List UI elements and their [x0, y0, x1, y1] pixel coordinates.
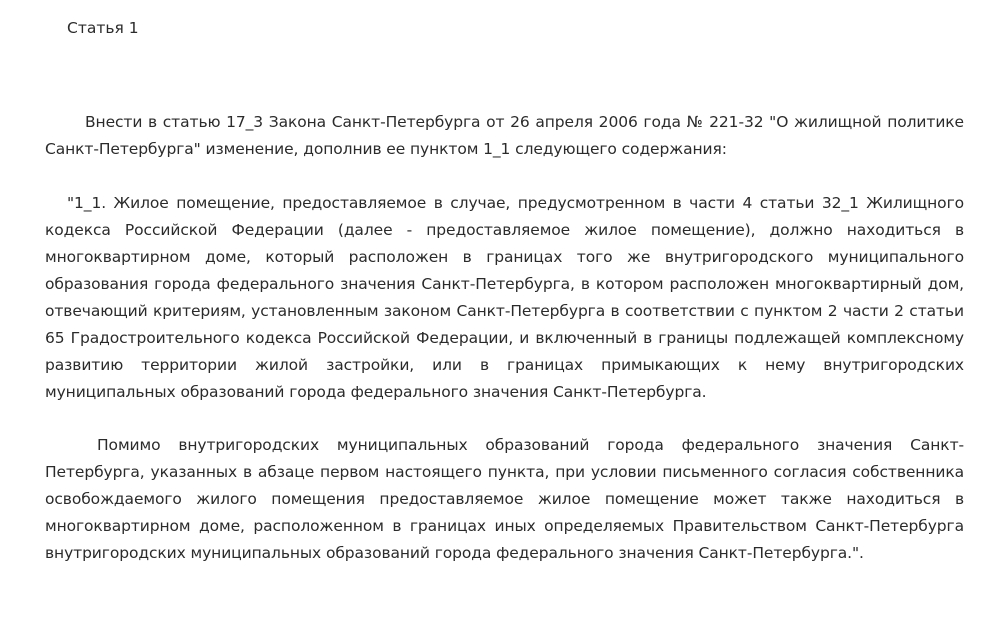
paragraph-clause-1-1-continued: Помимо внутригородских муниципальных образований города федерального значения Санкт-Петербурга, указанных в абзаце первом настоящего пункта, при условии письменного согласия собственника освобождаемого жилого помещения предоставляемое жилое помещение может также находиться в многоквартирном доме, расположенном в границах иных определяемых Правительством Санкт-Петербурга внутригородских муниципальных образований города федерального значения Санкт-Петербурга.". [45, 436, 964, 562]
paragraph-clause-1-1: "1_1. Жилое помещение, предоставляемое в случае, предусмотренном в части 4 статьи 32_1 Жилищного кодекса Российской Федерации (далее - предоставляемое жилое помещение), должно находиться в многоквартирном доме, который расположен в границах того же внутригородского муниципального образования города федерального значения Санкт-Петербурга, в котором расположен многоквартирный дом, отвечающий критериям, установленным законом Санкт-Петербурга в соответствии с пунктом 2 части 2 статьи 65 Градостроительного кодекса Российской Федерации, и включенный в границы подлежащей комплексному развитию территории жилой застройки, или в границах примыкающих к нему внутригородских муниципальных образований города федерального значения Санкт-Петербурга. [45, 194, 964, 401]
paragraph-amendment-intro: Внести в статью 17_3 Закона Санкт-Петербурга от 26 апреля 2006 года № 221-32 "О жилищной политике Санкт-Петербурга" изменение, дополнив ее пунктом 1_1 следующего содержания: [45, 113, 964, 158]
article-title: Статья 1 [67, 19, 139, 37]
